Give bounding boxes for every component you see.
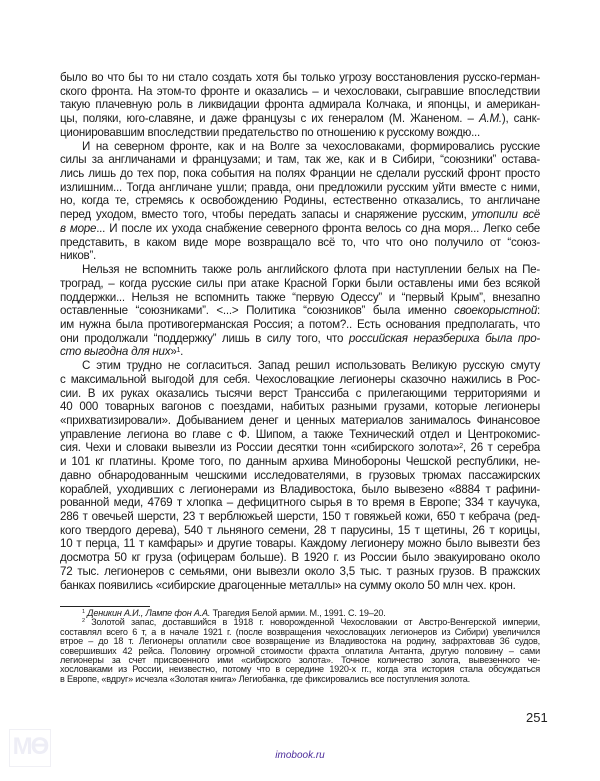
text-run: кого твердого дерева), 540 т льняного семени, 28 т парусины, 15 т щетины, 26 т корицы, xyxy=(60,523,540,537)
text-run: лись лишь до тех пор, пока события на полях Франции не сделали русский фронт просто xyxy=(60,167,540,181)
text-line xyxy=(60,373,540,387)
text-run: но, когда те, стремясь к освобождению Родины, естественно отказались, то англичане xyxy=(60,194,540,208)
text-line xyxy=(60,551,540,565)
text-run: такую плачевную роль в ликвидации фронта адмирала Колчака, и японцы, и американ- xyxy=(60,98,540,112)
text-run: силы за англичанами и французами; и там, так же, как и в Сибири, “союзники” остава- xyxy=(60,153,540,167)
text-line xyxy=(60,167,540,181)
text-line xyxy=(60,496,540,510)
text-line xyxy=(60,304,540,318)
footnote-separator xyxy=(60,606,150,607)
text-line xyxy=(60,537,540,551)
text-run: 40 000 товарных вагонов с поездами, набитых разными грузами, которые легионеры xyxy=(60,400,540,414)
text-run: ционировавшим впоследствии предательство по отношению к русскому вождю... xyxy=(60,125,480,139)
page-number: 251 xyxy=(526,710,548,725)
text-run: совершивших 42 рейса. Половину огромной стоимости фрахта оплатила Антанта, другую половину – сами xyxy=(60,645,540,656)
footnotes xyxy=(60,609,540,684)
text-run: цы, поляки, юго-славяне, и даже французы с их генералом (М. Жаненом. – xyxy=(60,112,479,126)
text-run: давно обнародованным чешскими исследователями, в грузовых трюмах пассажирских xyxy=(60,468,540,482)
text-run: и 101 кг платины. Кроме того, по данным архива Минобороны Чешской республики, не- xyxy=(60,455,540,469)
text-run: ... И после их ухода снабжение северного фронта велось со дна моря... Легко себе xyxy=(96,221,540,235)
text-run: Трагедия Белой армии. М., 1991. С. 19–20. xyxy=(210,608,386,618)
text-run: было во что бы то ни стало создать хотя бы только угрозу восстановления русско-герман- xyxy=(60,71,540,84)
text-line xyxy=(60,510,540,524)
text-run: сия. Чехи и словаки вывезли из России десятки тонн «сибирского золота» xyxy=(60,441,460,455)
publisher-logo-watermark xyxy=(9,729,51,767)
text-line xyxy=(60,71,540,85)
text-run: составлял всего 6 т, а в начале 1921 г. (после возвращения чехословацких легионеров из Сибири) увеличился xyxy=(60,626,540,637)
text-run: : xyxy=(537,304,540,318)
italic-text: в море xyxy=(60,221,97,235)
text-line xyxy=(60,126,540,140)
italic-text: российская неразбериха была про- xyxy=(348,331,541,345)
text-run: 72 тыс. легионеров с семьями, они вывезли около 3,5 тыс. т разных грузов. В пражских xyxy=(60,564,540,578)
footnote-marker: 2 xyxy=(459,442,463,450)
text-line xyxy=(60,345,540,359)
logo-icon: MӨ xyxy=(12,733,48,760)
text-line xyxy=(60,222,540,236)
footer-site-link[interactable]: imobook.ru xyxy=(275,750,325,761)
text-line xyxy=(60,85,540,99)
text-line xyxy=(60,291,540,305)
text-line xyxy=(60,483,540,497)
text-run: ского фронта. На этом-то фронте и оказались – и чехословаки, сыгравшие впоследствии xyxy=(60,84,540,98)
text-run: рованной меди, 4769 т хлопка – дефицитного сырья в то время в Европе; 334 т каучука, xyxy=(60,496,540,510)
text-run: . xyxy=(180,345,184,359)
text-line xyxy=(60,249,540,263)
text-run: » xyxy=(170,345,177,359)
text-run: представить, в каком виде море возвращало всё то, что что оно получило от “союз- xyxy=(60,235,540,249)
text-run: они продолжали “поддержку” лишь в силу того, что xyxy=(60,331,349,345)
text-run: оставленные “союзниками”. <...> Политика “союзников” была именно xyxy=(60,304,455,318)
text-run: С этим трудно не согласиться. Запад решил использовать Великую русскую смуту xyxy=(82,359,540,373)
text-line xyxy=(60,236,540,250)
text-run: излишним... Тогда англичане ушли; правда, они предложили русским уйти вместе с ними, xyxy=(60,180,540,194)
text-run: ), санк- xyxy=(501,112,541,126)
text-line xyxy=(60,208,540,222)
footnote-line xyxy=(60,675,540,684)
text-line xyxy=(60,579,540,593)
text-run: ников”. xyxy=(60,249,97,263)
text-run: троград, – когда русские силы при атаке Красной Горки были оставлены ими без всякой xyxy=(60,276,540,290)
text-line xyxy=(60,441,540,455)
body-text xyxy=(60,71,540,592)
text-run: в Европе, «вдруг» исчезла «Золотая книга» Легиобанка, где фиксировались все поступления золота. xyxy=(60,673,470,684)
text-run: поддержки... Нельзя не вспомнить также “первую Одессу” и “первый Крым”, внезапно xyxy=(60,290,540,304)
text-run: досмотра 50 кг груза (офицерам больше). В 1920 г. из России было эвакуировано около xyxy=(60,551,540,565)
text-run: хословаками из России, неизвестно, потому что в середине 1920-х гг., когда эта история стала обсуждаться xyxy=(60,664,540,675)
text-line xyxy=(60,98,540,112)
italic-text: своекорыстной xyxy=(454,304,538,318)
text-run: втрое – до 18 т. Легионеры оплатили свое возвращение из Владивостока на родину, зафрахтовав 36 судов, xyxy=(60,636,540,647)
text-line xyxy=(60,428,540,442)
text-run: И на северном фронте, как и на Волге за чехословаками, формировались русские xyxy=(82,139,540,153)
text-run: кораблей, уходивших с легионерами из Владивостока, было вывезено «8884 т рафини- xyxy=(60,482,540,496)
text-line xyxy=(60,524,540,538)
text-run: Нельзя не вспомнить также роль английского флота при наступлении белых на Пе- xyxy=(82,263,540,277)
text-line xyxy=(60,153,540,167)
italic-text: А.М. xyxy=(478,112,502,126)
text-line xyxy=(60,277,540,291)
text-line xyxy=(60,263,540,277)
text-line xyxy=(60,414,540,428)
text-run: им нужна была противогерманская Россия; а потом?.. Есть основания предполагать, что xyxy=(60,317,540,331)
text-run: 286 т овечьей шерсти, 23 т верблюжьей шерсти, 150 т говяжьей кожи, 650 т кебрача (ред- xyxy=(60,510,540,523)
text-run: банках появились «сибирские драгоценные металлы» на сумму около 50 млн чех. крон. xyxy=(60,578,516,592)
text-run: управление легиона во главе с Ф. Шипом, а также Технический отдел и Центрокомис- xyxy=(60,427,540,441)
text-line xyxy=(60,140,540,154)
text-run: сии. В их руках оказались тысячи верст Транссиба с прилегающими территориями и xyxy=(60,386,540,400)
italic-text: сто выгодна для них xyxy=(60,345,171,359)
text-run: перед уходом, вместо того, чтобы передать запасы и снаряжение русским, xyxy=(60,208,472,222)
text-line xyxy=(60,565,540,579)
text-line xyxy=(60,194,540,208)
text-run: 10 т перца, 11 т камфары» и другие товары. Каждому легионеру можно было вывезти без xyxy=(60,537,540,551)
text-line xyxy=(60,387,540,401)
text-line xyxy=(60,400,540,414)
italic-text: Деникин А.И., Лампе фон А.А. xyxy=(87,608,211,618)
text-line xyxy=(60,332,540,346)
italic-text: утопили всё xyxy=(471,208,540,222)
text-line xyxy=(60,112,540,126)
footnote-marker: 1 xyxy=(176,346,181,354)
text-run: Золотой запас, доставшийся в 1918 г. новорожденной Чехословакии от Австро-Венгерской империи, xyxy=(84,617,540,628)
footnote-marker: 1 xyxy=(82,609,85,615)
text-run: , 26 т серебра xyxy=(462,441,541,455)
text-line xyxy=(60,469,540,483)
text-line xyxy=(60,318,540,332)
text-run: легионеры за счет присвоенного ими «сибирского золота». Точное количество золота, вывезенного че- xyxy=(60,654,540,665)
text-line xyxy=(60,181,540,195)
text-line xyxy=(60,455,540,469)
text-line xyxy=(60,359,540,373)
footnote-marker: 2 xyxy=(82,618,85,625)
text-run: «прихватизировали». Добыванием денег и ценных материалов занималось Финансовое xyxy=(60,413,540,427)
text-run: с максимальной выгодой для себя. Чехословацкие легионеры сказочно нажились в Рос- xyxy=(60,372,540,386)
